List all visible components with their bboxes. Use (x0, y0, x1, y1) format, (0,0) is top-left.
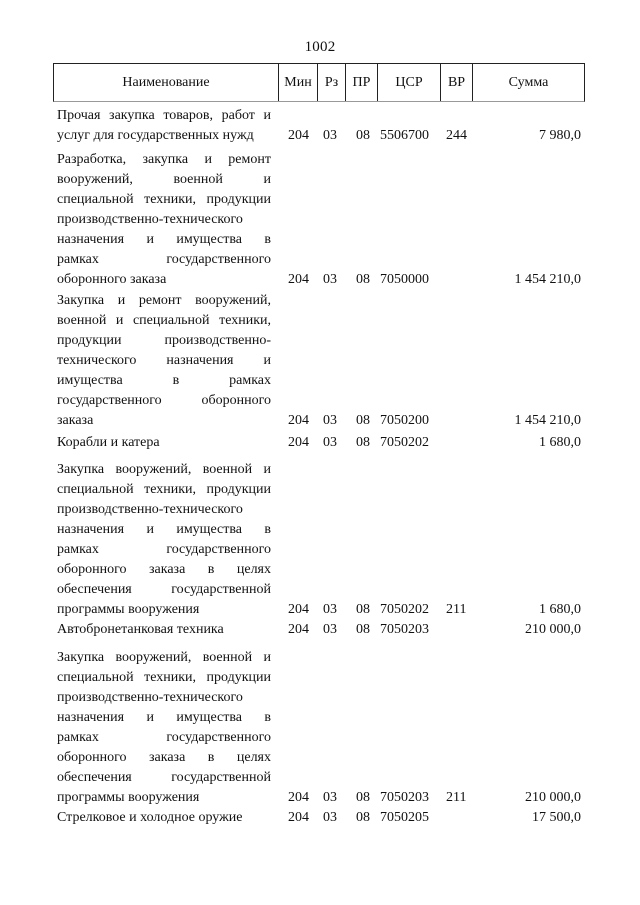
cell-rz: 03 (323, 810, 337, 825)
cell-sum: 210 000,0 (525, 790, 581, 805)
cell-name (57, 433, 271, 453)
cell-csr: 7050202 (380, 435, 429, 450)
table-row (0, 433, 640, 453)
cell-min: 204 (288, 128, 309, 143)
cell-min: 204 (288, 810, 309, 825)
cell-sum: 1 680,0 (539, 602, 581, 617)
header-min: Мин (279, 64, 318, 101)
name-line: специальной техники, продукции (57, 482, 271, 497)
cell-min: 204 (288, 790, 309, 805)
name-line: оборонного заказа (57, 272, 167, 287)
cell-name (57, 620, 271, 640)
cell-min: 204 (288, 602, 309, 617)
cell-sum: 1 454 210,0 (514, 413, 581, 428)
cell-vr: 211 (446, 602, 467, 617)
cell-sum: 1 454 210,0 (514, 272, 581, 287)
header-name: Наименование (54, 64, 279, 101)
table-row (0, 620, 640, 640)
name-line: Закупка вооружений, военной и (57, 462, 271, 477)
name-line: назначения и имущества в (57, 232, 271, 247)
cell-csr: 7050203 (380, 622, 429, 637)
name-line: Разработка, закупка и ремонт (57, 152, 271, 167)
cell-pr: 08 (356, 622, 370, 637)
name-line: имущества в рамках (57, 373, 271, 388)
table-row (0, 648, 640, 808)
cell-name (57, 291, 271, 431)
cell-rz: 03 (323, 128, 337, 143)
name-line: специальной техники, продукции (57, 670, 271, 685)
cell-rz: 03 (323, 413, 337, 428)
cell-pr: 08 (356, 435, 370, 450)
page-number: 1002 (304, 39, 336, 55)
name-line: производственно-технического (57, 690, 243, 705)
name-line: обеспечения государственной (57, 582, 271, 597)
cell-pr: 08 (356, 272, 370, 287)
cell-csr: 7050202 (380, 602, 429, 617)
name-line: Стрелковое и холодное оружие (57, 810, 243, 825)
cell-min: 204 (288, 272, 309, 287)
cell-rz: 03 (323, 602, 337, 617)
table-row (0, 106, 640, 146)
name-line: услуг для государственных нужд (57, 128, 254, 143)
name-line: технического назначения и (57, 353, 271, 368)
name-line: Закупка и ремонт вооружений, (57, 293, 271, 308)
cell-pr: 08 (356, 128, 370, 143)
cell-name (57, 648, 271, 808)
cell-rz: 03 (323, 622, 337, 637)
cell-sum: 1 680,0 (539, 435, 581, 450)
name-line: назначения и имущества в (57, 522, 271, 537)
name-line: оборонного заказа в целях (57, 750, 271, 765)
cell-name (57, 106, 271, 146)
cell-sum: 210 000,0 (525, 622, 581, 637)
cell-sum: 17 500,0 (532, 810, 581, 825)
table-row (0, 150, 640, 290)
table-row (0, 460, 640, 620)
cell-csr: 7050000 (380, 272, 429, 287)
cell-min: 204 (288, 413, 309, 428)
table-row (0, 291, 640, 431)
cell-name (57, 150, 271, 290)
name-line: государственного оборонного (57, 393, 271, 408)
name-line: рамках государственного (57, 730, 271, 745)
name-line: назначения и имущества в (57, 710, 271, 725)
cell-vr: 211 (446, 790, 467, 805)
cell-csr: 5506700 (380, 128, 429, 143)
name-line: программы вооружения (57, 602, 200, 617)
name-line: Прочая закупка товаров, работ и (57, 108, 271, 123)
name-line: специальной техники, продукции (57, 192, 271, 207)
cell-name (57, 808, 271, 828)
header-csr: ЦСР (378, 64, 441, 101)
name-line: рамках государственного (57, 252, 271, 267)
name-line: программы вооружения (57, 790, 200, 805)
name-line: рамках государственного (57, 542, 271, 557)
cell-rz: 03 (323, 435, 337, 450)
cell-csr: 7050200 (380, 413, 429, 428)
cell-min: 204 (288, 622, 309, 637)
name-line: Корабли и катера (57, 435, 160, 450)
cell-name (57, 460, 271, 620)
name-line: обеспечения государственной (57, 770, 271, 785)
name-line: производственно-технического (57, 212, 243, 227)
cell-rz: 03 (323, 790, 337, 805)
cell-csr: 7050203 (380, 790, 429, 805)
name-line: производственно-технического (57, 502, 243, 517)
cell-pr: 08 (356, 790, 370, 805)
cell-pr: 08 (356, 602, 370, 617)
table-header (53, 63, 585, 102)
table-row (0, 808, 640, 828)
name-line: вооружений, военной и (57, 172, 271, 187)
cell-pr: 08 (356, 413, 370, 428)
name-line: Автобронетанковая техника (57, 622, 224, 637)
name-line: заказа (57, 413, 94, 428)
name-line: Закупка вооружений, военной и (57, 650, 271, 665)
header-pr: ПР (346, 64, 378, 101)
cell-sum: 7 980,0 (539, 128, 581, 143)
header-sum: Сумма (508, 75, 549, 90)
header-rz: Рз (318, 64, 346, 101)
cell-vr: 244 (446, 128, 467, 143)
cell-min: 204 (288, 435, 309, 450)
name-line: продукции производственно- (57, 333, 271, 348)
cell-pr: 08 (356, 810, 370, 825)
cell-csr: 7050205 (380, 810, 429, 825)
name-line: военной и специальной техники, (57, 313, 271, 328)
name-line: оборонного заказа в целях (57, 562, 271, 577)
header-vr: ВР (441, 64, 473, 101)
cell-rz: 03 (323, 272, 337, 287)
